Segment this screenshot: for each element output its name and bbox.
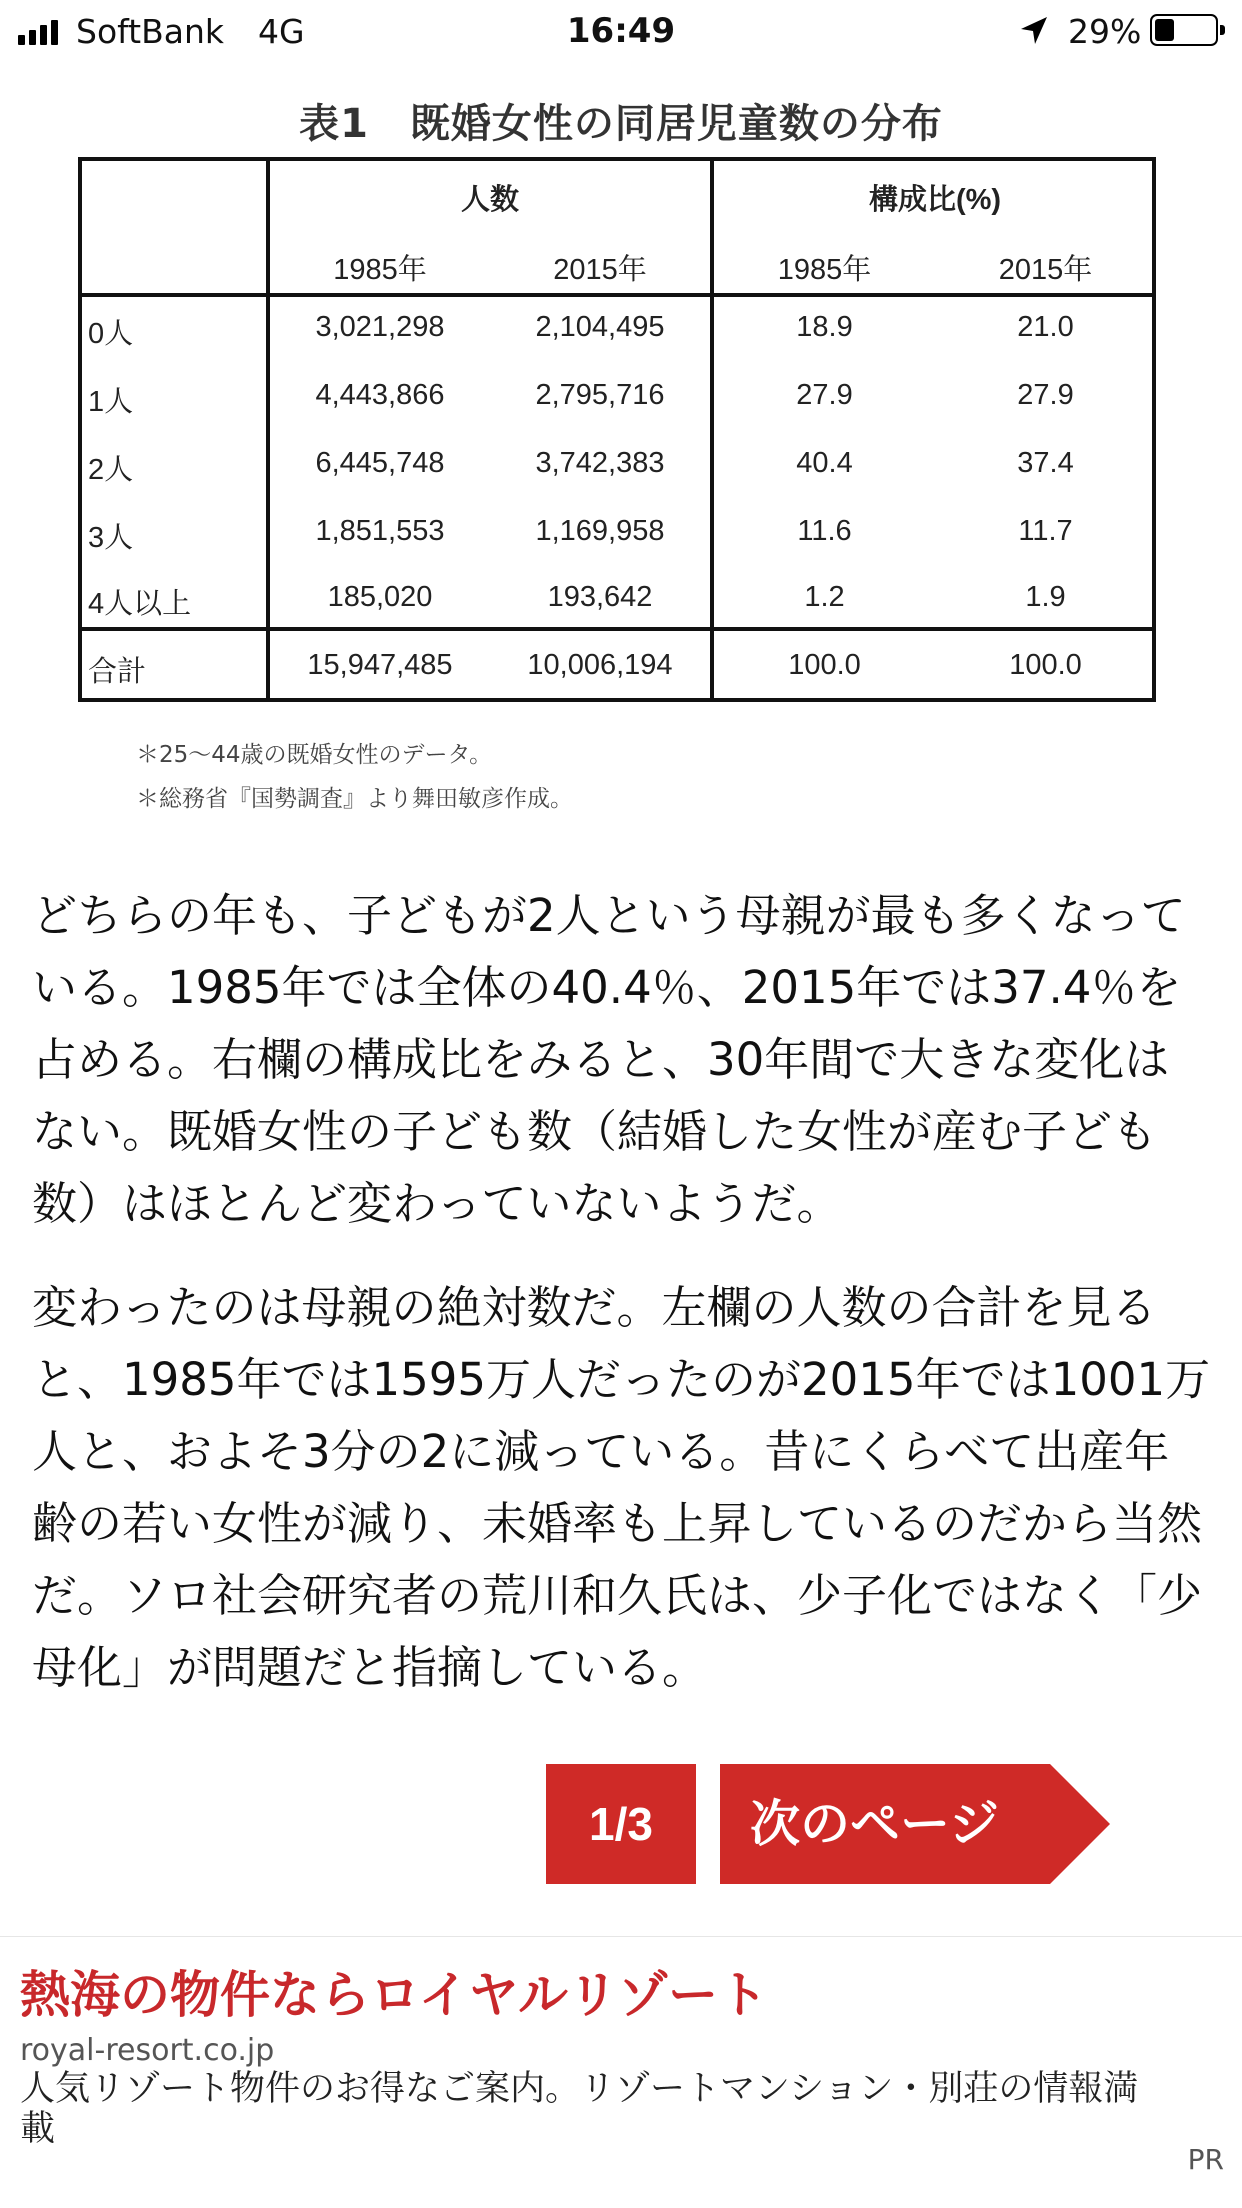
battery-icon [1150, 14, 1218, 46]
ad-title[interactable]: 熱海の物件ならロイヤルリゾート [20, 1966, 768, 2024]
table-cell: 6,445,748 [315, 447, 445, 479]
table-cell: 11.6 [797, 515, 852, 547]
table-cell: 1,851,553 [315, 515, 445, 547]
header-year: 1985年 [333, 254, 427, 286]
header-count: 人数 [460, 184, 519, 216]
header-year: 1985年 [777, 254, 872, 286]
header-ratio: 構成比(%) [868, 184, 1002, 216]
header-year: 2015年 [998, 254, 1093, 286]
table-cell: 1.9 [1025, 581, 1066, 613]
data-table [78, 157, 1156, 702]
table-cell: 37.4 [1017, 447, 1074, 479]
article-paragraph: 変わったのは母親の絶対数だ。左欄の人数の合計を見ると、1985年では1595万人だったのが2015年では1001万人と、およそ3分の2に減っている。昔にくらべて出産年齢の若い女性が減り、未婚率も上昇しているのだから当然だ。ソロ社会研究者の荒川和久氏は、少子化ではなく「少母化」が問題だと指摘している。 [32, 1281, 1211, 1694]
table-cell: 1.2 [804, 581, 845, 613]
total-cell: 100.0 [788, 649, 861, 681]
next-page-button[interactable] [720, 1764, 1110, 1884]
total-cell: 15,947,485 [307, 649, 453, 681]
row-label: 4人以上 [88, 588, 192, 620]
ad-description: 人気リゾート物件のお得なご案内。リゾートマンション・別荘の情報満載 [20, 2069, 1139, 2149]
next-page-label: 次のページ [750, 1795, 999, 1853]
table-cell: 3,742,383 [535, 447, 665, 479]
table-cell: 11.7 [1018, 515, 1073, 547]
network-type: 4G [258, 12, 305, 51]
table-cell: 27.9 [796, 379, 853, 411]
total-label: 合計 [88, 656, 147, 688]
page-indicator: 1/3 [546, 1764, 696, 1884]
table-cell: 2,795,716 [535, 379, 665, 411]
total-cell: 100.0 [1009, 649, 1082, 681]
table-cell: 3,021,298 [315, 311, 445, 343]
row-label: 0人 [88, 318, 134, 350]
table-cell: 4,443,866 [315, 379, 445, 411]
table-note: ＊総務省『国勢調査』より舞田敏彦作成。 [136, 786, 573, 812]
table-cell: 18.9 [796, 311, 853, 343]
clock: 16:49 [566, 11, 676, 51]
table-cell: 185,020 [327, 581, 433, 613]
header-year: 2015年 [553, 254, 647, 286]
total-cell: 10,006,194 [527, 649, 673, 681]
row-label: 3人 [88, 522, 134, 554]
table-title: 表1 既婚女性の同居児童数の分布 [299, 101, 943, 147]
table-cell: 193,642 [547, 581, 653, 613]
row-label: 1人 [88, 386, 134, 418]
table-cell: 40.4 [796, 447, 853, 479]
battery-percent: 29% [1068, 12, 1142, 51]
article-paragraph: どちらの年も、子どもが2人という母親が最も多くなっている。1985年では全体の40.4％、2015年では37.4％を占める。右欄の構成比をみると、30年間で大きな変化はない。既婚女性の子ども数（結婚した女性が産む子ども数）はほとんど変わっていないようだ。 [32, 889, 1186, 1230]
table-note: ＊25～44歳の既婚女性のデータ。 [136, 742, 493, 768]
location-arrow-icon [1017, 14, 1051, 48]
ad-pr-label: PR [1187, 2143, 1224, 2176]
status-bar [0, 0, 1242, 62]
table-cell: 27.9 [1017, 379, 1074, 411]
row-label: 2人 [88, 454, 134, 486]
ad-banner[interactable] [0, 1936, 1242, 2208]
ad-domain: royal-resort.co.jp [20, 2033, 275, 2068]
table-cell: 1,169,958 [535, 515, 665, 547]
carrier-name: SoftBank [76, 12, 225, 51]
table-cell: 2,104,495 [535, 311, 665, 343]
table-cell: 21.0 [1017, 311, 1074, 343]
